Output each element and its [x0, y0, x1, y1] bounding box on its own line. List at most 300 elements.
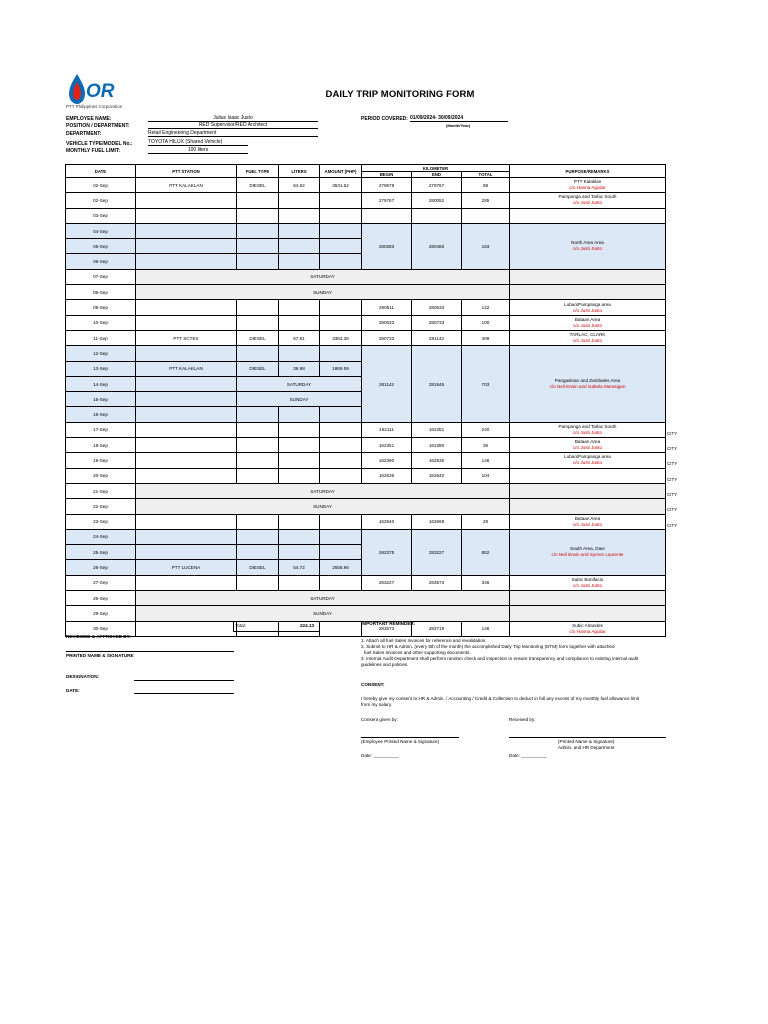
cell-purpose: [510, 468, 666, 483]
position-label: POSITION / DEPARTMENT:: [66, 123, 130, 129]
city-note: CITY: [667, 507, 678, 513]
cell-purpose: [510, 606, 666, 621]
cell-weekend: SUNDAY: [136, 499, 510, 514]
cell-liters: [279, 407, 320, 422]
cell-liters: [279, 315, 320, 330]
cell-liters: [279, 193, 320, 208]
cell-amount: [320, 422, 362, 437]
cell-date: 17-Sep: [66, 422, 136, 437]
cell-purpose: [510, 269, 666, 284]
city-note: CITY: [667, 430, 678, 436]
reviewed-label: REVIEWED & APPROVED BY:: [66, 634, 131, 639]
cell-liters: [279, 514, 320, 529]
cell-station: [136, 300, 237, 315]
cell-begin: 280733: [362, 330, 412, 345]
cell-date: 18-Sep: [66, 438, 136, 453]
cell-end: 280633: [412, 300, 462, 315]
col-liters: LITERS: [279, 165, 320, 178]
col-kilometer: KILOMETER: [362, 165, 510, 172]
cell-total: 122: [462, 300, 510, 315]
consent-given-label: Consent given by:: [361, 717, 398, 722]
cell-begin: [362, 208, 412, 223]
city-note: CITY: [667, 492, 678, 498]
cell-purpose: [510, 223, 666, 269]
company-name: PTT Philippines Corporation: [66, 104, 123, 109]
cell-weekend: SATURDAY: [237, 376, 362, 391]
consent-text: [361, 696, 666, 708]
cell-total: 346: [462, 575, 510, 590]
cell-purpose: [510, 285, 666, 300]
purpose-assignee: c/o Justi Justo: [572, 307, 603, 313]
cell-liters: [279, 208, 320, 223]
city-note: CITY: [667, 461, 678, 467]
cell-amount: [320, 407, 362, 422]
purpose-text: South Area, Davr: [570, 546, 605, 552]
cell-amount: [320, 529, 362, 544]
cell-fuel-type: [237, 468, 279, 483]
cell-begin: 282375: [362, 529, 412, 575]
cell-amount: 3531.62: [320, 178, 362, 193]
cell-begin: 162351: [362, 438, 412, 453]
col-station: PTT STATION: [136, 165, 237, 178]
purpose-text: Lubao/Pampanga area: [564, 454, 611, 460]
cell-station: [136, 208, 237, 223]
table-row: [66, 483, 666, 498]
cell-amount: [320, 575, 362, 590]
logo-wordmark: OR: [86, 81, 115, 102]
cell-fuel-type: [237, 453, 279, 468]
cell-purpose: [510, 208, 666, 223]
col-begin: BEGIN: [362, 172, 412, 178]
cell-amount: [320, 300, 362, 315]
cell-weekend: SUNDAY: [136, 606, 510, 621]
table-row: [66, 468, 666, 483]
cell-total: 183: [462, 223, 510, 269]
total-liters: 224.13: [300, 623, 315, 628]
vehicle-value: TOYOTA HILUX (Shared Vehicle): [148, 139, 248, 146]
cell-fuel-type: [237, 300, 279, 315]
table-row: [66, 223, 666, 238]
purpose-assignee: c/o Justi Justo: [572, 460, 603, 466]
cell-liters: 67.81: [279, 330, 320, 345]
cell-date: 11-Sep: [66, 330, 136, 345]
purpose-assignee: c/o Hanna Aguilar: [569, 628, 606, 634]
purpose-text: Subic Alrandes: [572, 622, 603, 628]
reminder-item: fuel Sales Invoices and other supporting documents.: [364, 650, 471, 655]
cell-end: 283573: [412, 575, 462, 590]
cell-purpose: [510, 315, 666, 330]
cell-station: [136, 575, 237, 590]
cell-station: [136, 223, 237, 238]
cell-date: 27-Sep: [66, 575, 136, 590]
cell-end: 162536: [412, 453, 462, 468]
table-row: [66, 269, 666, 284]
cell-liters: [279, 300, 320, 315]
cell-amount: 3363.36: [320, 330, 362, 345]
cell-date: 02-Sep: [66, 178, 136, 193]
col-total: TOTAL: [462, 172, 510, 178]
cell-liters: [279, 575, 320, 590]
cell-date: 05-Sep: [66, 239, 136, 254]
cell-station: [136, 376, 237, 391]
cell-station: [136, 545, 237, 560]
employee-name: Julius Isaac Justo: [148, 115, 318, 122]
cell-fuel-type: DIESEL: [237, 178, 279, 193]
cell-total: [462, 208, 510, 223]
city-note: CITY: [667, 446, 678, 452]
cell-amount: [320, 346, 362, 361]
consent-line: from my salary.: [361, 702, 393, 707]
table-row: [66, 300, 666, 315]
cell-amount: [320, 438, 362, 453]
purpose-assignee: c/o Justi Justo: [572, 338, 603, 344]
admin-signature-label: (Printed Name & Signature): [558, 739, 615, 744]
cell-date: 12-Sep: [66, 346, 136, 361]
cell-station: [136, 239, 237, 254]
purpose-assignee: c/o Hanna Aguilar: [569, 185, 606, 191]
cell-begin: 162640: [362, 514, 412, 529]
reminder-item: 1. Attach all fuel Sales Invoices for reference and revalidation.: [361, 638, 487, 643]
reminder-list: [361, 638, 666, 668]
cell-fuel-type: [237, 575, 279, 590]
admin-date: Date: __________: [509, 753, 547, 758]
cell-station: PTT KALAKLAN: [136, 361, 237, 376]
cell-amount: [320, 254, 362, 269]
table-row: [66, 438, 666, 453]
cell-purpose: [510, 529, 666, 575]
cell-amount: [320, 621, 362, 636]
cell-total: 240: [462, 422, 510, 437]
employee-date: Date: __________: [361, 753, 399, 758]
purpose-assignee: c/o Justi Justo: [572, 521, 603, 527]
table-row: [66, 575, 666, 590]
col-end: END: [412, 172, 462, 178]
position-value: RED Supervisor/RED Architect: [148, 122, 318, 129]
cell-purpose: [510, 422, 666, 437]
received-by-label: Received by:: [509, 717, 536, 722]
vehicle-label: VEHICLE TYPE/MODEL No.:: [66, 141, 133, 147]
purpose-text: Pampanga and Tarlac South: [558, 423, 617, 429]
purpose-assignee: c/o Neil Erwin and Isabela Marasigan: [549, 384, 626, 389]
cell-liters: [279, 223, 320, 238]
date-line: [134, 693, 234, 694]
cell-fuel-type: [237, 545, 279, 560]
cell-date: 14-Sep: [66, 376, 136, 391]
admin-signature-line: [509, 737, 666, 738]
cell-station: [136, 529, 237, 544]
cell-end: 162351: [412, 422, 462, 437]
cell-station: [136, 514, 237, 529]
cell-station: [136, 407, 237, 422]
cell-purpose: [510, 621, 666, 636]
purpose-assignee: c/o Justi Justo: [572, 246, 603, 252]
cell-liters: [279, 438, 320, 453]
cell-date: 29-Sep: [66, 606, 136, 621]
cell-purpose: [510, 514, 666, 529]
cell-purpose: [510, 591, 666, 606]
cell-total: 104: [462, 468, 510, 483]
cell-total: 409: [462, 330, 510, 345]
employee-signature-line: [361, 737, 459, 738]
cell-end: 162390: [412, 438, 462, 453]
cell-begin: 280511: [362, 300, 412, 315]
cell-total: 146: [462, 621, 510, 636]
cell-liters: [279, 422, 320, 437]
cell-date: 25-Sep: [66, 545, 136, 560]
signature-line: [66, 651, 234, 652]
cell-liters: [279, 254, 320, 269]
cell-end: 280733: [412, 315, 462, 330]
cell-fuel-type: [237, 422, 279, 437]
cell-total: 703: [462, 346, 510, 422]
cell-end: 280466: [412, 223, 462, 269]
total-label: Total:: [235, 623, 246, 628]
cell-liters: 64.62: [279, 178, 320, 193]
cell-total: 88: [462, 178, 510, 193]
cell-station: [136, 621, 237, 636]
cell-end: 279767: [412, 178, 462, 193]
cell-liters: [279, 529, 320, 544]
cell-end: 281845: [412, 346, 462, 422]
cell-begin: 280633: [362, 315, 412, 330]
col-date: DATE: [66, 165, 136, 178]
col-amount: AMOUNT (PHP): [320, 165, 362, 178]
cell-end: 162640: [412, 468, 462, 483]
cell-fuel-type: [237, 315, 279, 330]
fuel-limit-value: 100 liters: [148, 147, 248, 154]
cell-weekend: SUNDAY: [237, 392, 362, 407]
cell-station: [136, 422, 237, 437]
cell-begin: 283573: [362, 621, 412, 636]
cell-end: 283227: [412, 529, 462, 575]
cell-date: 21-Sep: [66, 483, 136, 498]
cell-station: [136, 315, 237, 330]
purpose-assignee: c/o Justi Justo: [572, 200, 603, 206]
cell-station: PTT KALAKLAN: [136, 178, 237, 193]
cell-purpose: [510, 300, 666, 315]
table-row: [66, 606, 666, 621]
fuel-limit-label: MONTHLY FUEL LIMIT:: [66, 148, 121, 154]
cell-end: [412, 208, 462, 223]
cell-begin: 279679: [362, 178, 412, 193]
cell-liters: 36.98: [279, 361, 320, 376]
table-row: [66, 346, 666, 361]
table-row: [66, 591, 666, 606]
purpose-assignee: c/o Justi Justo: [572, 322, 603, 328]
cell-end: 162668: [412, 514, 462, 529]
table-row: [66, 529, 666, 544]
cell-amount: [320, 223, 362, 238]
cell-amount: [320, 545, 362, 560]
cell-begin: 162536: [362, 468, 412, 483]
cell-weekend: SATURDAY: [136, 269, 510, 284]
cell-total: 39: [462, 438, 510, 453]
cell-date: 24-Sep: [66, 529, 136, 544]
purpose-text: TARLAC, CLARK: [569, 332, 606, 338]
cell-amount: [320, 208, 362, 223]
purpose-assignee: c/o Justi Justo: [572, 445, 603, 451]
cell-begin: 280283: [362, 223, 412, 269]
purpose-assignee: c/o Justi Justo: [572, 429, 603, 435]
col-purpose: PURPOSE/REMARKS: [510, 165, 666, 178]
cell-amount: [320, 315, 362, 330]
reminder-item: 2. Submit to HR & Admin. (every 5th of the month) the accomplished Daily Trip Monitoring (DTM) form together with attached: [361, 644, 615, 649]
consent-line: I hereby give my consent to HR & Admin. / Accounting / Credit & Collection to deduct in full any excess of my monthly fuel allowance limit: [361, 696, 640, 701]
purpose-text: Pangasinan and Zambales Area: [554, 378, 621, 383]
cell-date: 07-Sep: [66, 269, 136, 284]
cell-station: [136, 193, 237, 208]
reminder-item: 3. Internal Audit Department shall perform random check and inspection to ensure transparency and compliance to existing internal audit: [361, 656, 639, 661]
cell-amount: [320, 193, 362, 208]
period-value: 01/09/2024- 30/09/2024: [410, 115, 508, 122]
cell-amount: [320, 468, 362, 483]
cell-fuel-type: [237, 529, 279, 544]
cell-station: [136, 392, 237, 407]
cell-fuel-type: [237, 407, 279, 422]
department-label: DEPARTMENT:: [66, 131, 102, 137]
printed-name-label: PRINTED NAME & SIGNATURE: [66, 653, 134, 658]
cell-date: 09-Sep: [66, 300, 136, 315]
cell-fuel-type: [237, 254, 279, 269]
cell-total: 28: [462, 514, 510, 529]
cell-begin: 279767: [362, 193, 412, 208]
cell-amount: [320, 514, 362, 529]
cell-fuel-type: [237, 346, 279, 361]
cell-fuel-type: [237, 223, 279, 238]
header-row: [66, 165, 666, 172]
purpose-text: Subic Bonifacio: [571, 576, 604, 582]
period-label: PERIOD COVERED:: [361, 116, 408, 122]
cell-station: [136, 346, 237, 361]
cell-amount: 1869.59: [320, 361, 362, 376]
purpose-text: Bataan Area: [574, 316, 601, 322]
cell-purpose: [510, 453, 666, 468]
admin-department: Admin. and HR Department: [558, 745, 615, 750]
cell-station: [136, 468, 237, 483]
cell-amount: [320, 453, 362, 468]
purpose-text: North Area Area: [571, 240, 604, 246]
cell-amount: 2558.96: [320, 560, 362, 575]
form-title: DAILY TRIP MONITORING FORM: [325, 89, 475, 100]
table-row: [66, 422, 666, 437]
designation-label: DESIGNATION:: [66, 674, 100, 679]
cell-purpose: [510, 346, 666, 422]
cell-begin: 162390: [362, 453, 412, 468]
employee-label: EMPLOYEE NAME:: [66, 116, 112, 122]
table-row: [66, 208, 666, 223]
col-fuel-type: FUEL TYPE: [237, 165, 279, 178]
cell-total: 852: [462, 529, 510, 575]
cell-purpose: [510, 575, 666, 590]
cell-amount: [320, 239, 362, 254]
cell-liters: [279, 453, 320, 468]
cell-date: 22-Sep: [66, 499, 136, 514]
table-row: [66, 315, 666, 330]
cell-purpose: [510, 499, 666, 514]
cell-date: 23-Sep: [66, 514, 136, 529]
date-label: DATE:: [66, 688, 80, 693]
purpose-text: Bataan Area: [574, 515, 601, 521]
purpose-assignee: c/o Neil Erwin and Symon Laurente: [551, 552, 624, 558]
cell-fuel-type: DIESEL: [237, 361, 279, 376]
cell-fuel-type: [237, 514, 279, 529]
cell-station: [136, 438, 237, 453]
cell-begin: 281142: [362, 346, 412, 422]
purpose-text: Lubao/Pampanga area: [564, 301, 611, 307]
cell-weekend: SATURDAY: [136, 483, 510, 498]
table-row: [66, 330, 666, 345]
department-value: Retail Engineering Department: [148, 130, 318, 137]
cell-begin: 283227: [362, 575, 412, 590]
cell-date: 19-Sep: [66, 453, 136, 468]
reminder-item: guidelines and policies.: [361, 662, 409, 667]
cell-fuel-type: DIESEL: [237, 330, 279, 345]
cell-date: 10-Sep: [66, 315, 136, 330]
cell-date: 13-Sep: [66, 361, 136, 376]
cell-liters: [279, 545, 320, 560]
period-hint: (Month/Year): [446, 123, 471, 128]
cell-station: [136, 453, 237, 468]
reminder-title: IMPORTANT REMINDER:: [361, 621, 416, 626]
cell-date: 04-Sep: [66, 223, 136, 238]
table-row: [66, 193, 666, 208]
cell-station: [136, 254, 237, 269]
cell-purpose: [510, 193, 666, 208]
cell-end: 280052: [412, 193, 462, 208]
table-row: [66, 514, 666, 529]
cell-date: 02-Sep: [66, 193, 136, 208]
cell-date: 08-Sep: [66, 285, 136, 300]
table-row: [66, 453, 666, 468]
cell-date: 06-Sep: [66, 254, 136, 269]
cell-liters: [279, 239, 320, 254]
purpose-assignee: c/o Justi Justo: [572, 582, 603, 588]
cell-fuel-type: [237, 208, 279, 223]
cell-date: 03-Sep: [66, 208, 136, 223]
cell-end: 283719: [412, 621, 462, 636]
cell-purpose: [510, 483, 666, 498]
table-row: [66, 499, 666, 514]
cell-liters: [279, 468, 320, 483]
cell-total: 285: [462, 193, 510, 208]
city-note: CITY: [667, 476, 678, 482]
cell-fuel-type: [237, 438, 279, 453]
city-note: CITY: [667, 522, 678, 528]
cell-date: 26-Sep: [66, 560, 136, 575]
cell-date: 15-Sep: [66, 392, 136, 407]
cell-fuel-type: [237, 239, 279, 254]
cell-liters: [279, 346, 320, 361]
purpose-text: Bataan Area: [574, 439, 601, 445]
cell-station: PTT LUCENA: [136, 560, 237, 575]
cell-total: 100: [462, 315, 510, 330]
cell-liters: 54.72: [279, 560, 320, 575]
cell-weekend: SATURDAY: [136, 591, 510, 606]
cell-date: 28-Sep: [66, 591, 136, 606]
cell-total: 146: [462, 453, 510, 468]
cell-station: PTT SCTEX: [136, 330, 237, 345]
cell-purpose: [510, 178, 666, 193]
cell-fuel-type: DIESEL: [237, 560, 279, 575]
table-row: [66, 285, 666, 300]
cell-date: 16-Sep: [66, 407, 136, 422]
cell-purpose: [510, 330, 666, 345]
table-row: [66, 178, 666, 193]
cell-end: 281142: [412, 330, 462, 345]
cell-date: 30-Sep: [66, 621, 136, 636]
purpose-text: PTT Kalaklan: [573, 179, 602, 185]
cell-weekend: SUNDAY: [136, 285, 510, 300]
